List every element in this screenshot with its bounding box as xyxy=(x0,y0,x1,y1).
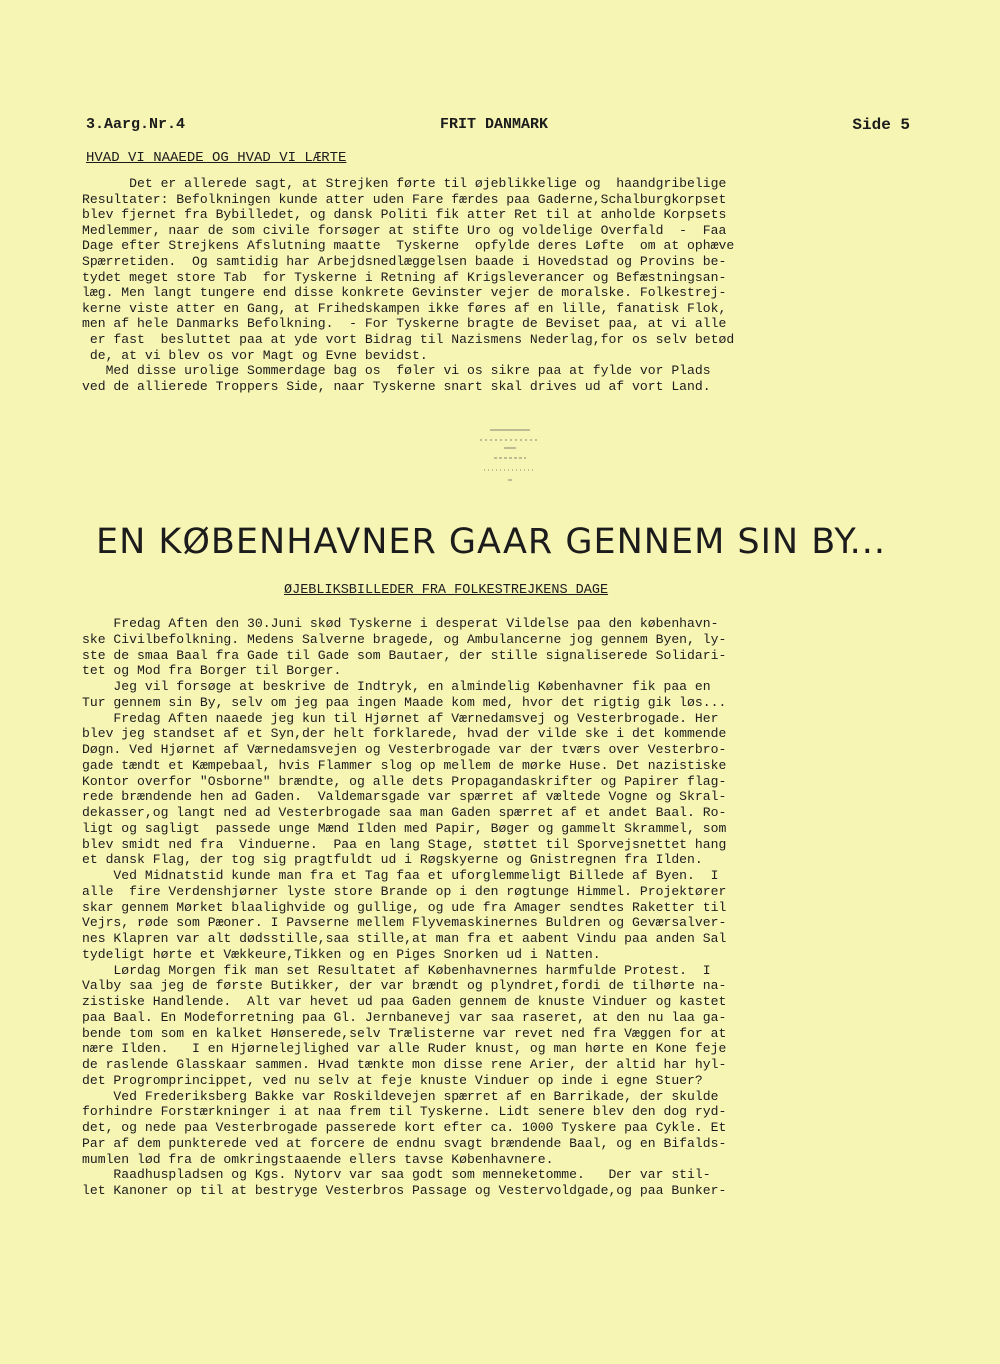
section-body-text: Det er allerede sagt, at Strejken førte til øjeblikkelige og haandgribelige Resultater: Befolkningen kunde atter uden Fare færdes paa Gaderne,Schalburgkorpset blev fjernet fra Bybilledet, og dansk Politi fik atter Ret til at anholde Korpsets Medlemmer, naar de som civile forsøger at stifte Uro og voldelige Overfald - Faa Dage efter Strejkens Afslutning maatte Tyskerne opfylde deres Løfte om at ophæve Spærretiden. Og samtidig har Arbejdsnedlæggelsen baade i Hovedstad og Provins be- tydet meget store Tab for Tyskerne i Retning af Krigsleverancer og Befæstningsan- læg. Men langt tungere end disse konkrete Gevinster vejer de moralske. Folkestrej- kerne viste atter en Gang, at Frihedskampen ikke føres af en lille, fanatisk Flok, men af hele Danmarks Befolkning. - For Tyskerne bragte de Beviset paa, at vi alle er fast besluttet paa at yde vort Bidrag til Nazismens Nederlag,for os selv betød de, at vi blev os vor Magt og Evne bevidst. Med disse urolige Sommerdage bag os føler vi os sikre paa at fylde vor Plads ved de allierede Troppers Side, naar Tyskerne snart skal drives ud af vort Land. xyxy=(82,176,735,394)
newspaper-title: FRIT DANMARK xyxy=(440,116,549,133)
article-body-text: Fredag Aften den 30.Juni skød Tyskerne i desperat Vildelse paa den københavn- ske Civilbefolkning. Medens Salverne bragede, og Ambulancerne jog gennem Byen, ly- ste de smaa Baal fra Gade til Gade som Bautaer, der stille signaliserede Solidari- tet og Mod fra Borger til Borger. Jeg vil forsøge at beskrive de Indtryk, en almindelig Københavner fik paa en Tur gennem sin By, selv om jeg paa ingen Maade kom med, hvor det rigtig gik løs... Fredag Aften naaede jeg kun til Hjørnet af Værnedamsvej og Vesterbrogade. Her blev jeg standset af et Syn,der helt forklarede, hvad der vilde ske i det kommende Døgn. Ved Hjørnet af Værnedamsvejen og Vesterbrogade var der tværs over Vesterbro- gade tændt et Kæmpebaal, hvis Flammer slog op mellem de mørke Huse. Det nazistiske Kontor overfor "Osborne" brændte, og alle dets Propagandaskrifter og Papirer flag- rede brændende hen ad Gaden. Valdemarsgade var spærret af væltede Vogne og Skral- dekasser,og langt ned ad Vesterbrogade saa man Gaden spærret af et andet Baal. Ro- ligt og sagligt passede unge Mænd Ilden med Papir, Bøger og gammelt Skrammel, som blev smidt ned fra Vinduerne. Paa en lang Stage, støttet til Sporvejsnettet hang et dansk Flag, der tog sig pragtfuldt ud i Røgskyerne og Gnistregnen fra Ilden. Ved Midnatstid kunde man fra et Tag faa et uforglemmeligt Billede af Byen. I alle fire Verdenshjørner lyste store Brande op i den røgtunge Himmel. Projektører skar gennem Mørket blaalighvide og gullige, og ude fra Amager sendtes Raketter til Vejrs, røde som Pæoner. I Pavserne mellem Flyvemaskinernes Buldren og Geværsalver- nes Klapren var alt dødsstille,saa stille,at man fra et aabent Vindu paa anden Sal tydeligt hørte et Vækkeure,Tikken og en Piges Snorken ud i Natten. Lørdag Morgen fik man set Resultatet af Københavnernes harmfulde Protest. I Valby saa jeg de første Butikker, der var brændt og plyndret,fordi de tilhørte na- zistiske Handlende. Alt var hevet ud paa Gaden gennem de knuste Vinduer og kastet paa Baal. En Modeforretning paa Gl. Jernbanevej var saa raseret, at den nu laa ga- bende tom som en kalket Hønserede,selv Trælisterne var revet ned fra Væggen for at nære Ilden. I en Hjørnelejlighed var alle Ruder knust, og man hørte en Kone feje de raslende Glasskaar sammen. Hvad tænkte mon disse rene Arier, der altid har hyl- det Progromprincippet, ved nu selv at feje knuste Vinduer op inde i egne Stuer? Ved Frederiksberg Bakke var Roskildevejen spærret af en Barrikade, der skulde forhindre Forstærkninger i at naa frem til Tyskerne. Lidt senere blev den dog ryd- det, og nede paa Vesterbrogade passerede kort efter ca. 1000 Tyskere paa Cykle. Et Par af dem punkterede ved at forcere de endnu svagt brændende Baal, og en Bifalds- mumlen lød fra de omkringstaaende ellers tavse Københavnere. Raadhuspladsen og Kgs. Nytorv var saa godt som menneketomme. Der var stil- let Kanoner op til at bestryge Vesterbros Passage og Vestervoldgade,og paa Bunker- xyxy=(82,616,727,1198)
article-title: EN KØBENHAVNER GAAR GENNEM SIN BY... xyxy=(96,522,887,562)
ornament-divider xyxy=(420,418,600,498)
page-header xyxy=(86,116,916,138)
section-heading: HVAD VI NAAEDE OG HVAD VI LÆRTE xyxy=(86,150,347,166)
article-subtitle: ØJEBLIKSBILLEDER FRA FOLKESTREJKENS DAGE xyxy=(284,583,609,598)
issue-number: 3.Aarg.Nr.4 xyxy=(86,116,186,133)
page-number: Side 5 xyxy=(852,116,910,134)
